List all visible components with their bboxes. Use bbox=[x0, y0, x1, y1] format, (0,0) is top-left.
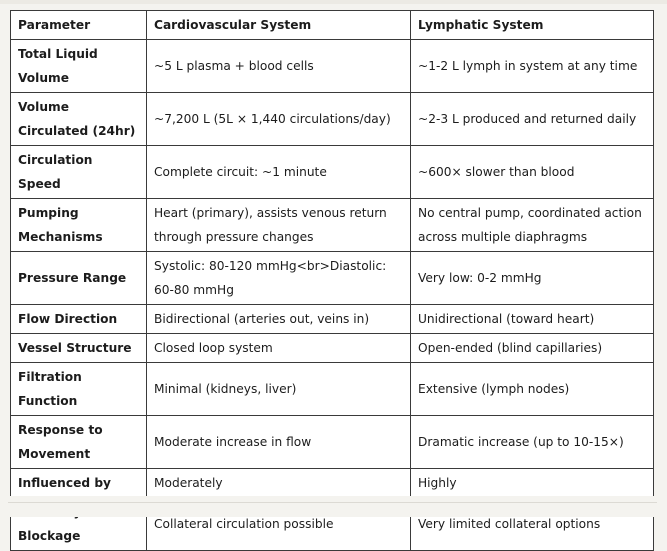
table-row bbox=[11, 363, 654, 416]
row-lymph-value: ~600× slower than blood bbox=[411, 146, 654, 199]
row-parameter: Influenced by bbox=[11, 469, 147, 498]
table-row bbox=[11, 93, 654, 146]
row-lymph-value: ~1-2 L lymph in system at any time bbox=[411, 40, 654, 93]
header-cardiovascular: Cardiovascular System bbox=[147, 11, 411, 40]
table-row bbox=[11, 334, 654, 363]
table-row bbox=[11, 252, 654, 305]
row-lymph-value: Open-ended (blind capillaries) bbox=[411, 334, 654, 363]
table-row bbox=[11, 199, 654, 252]
row-lymph-value: Very limited collateral options bbox=[411, 498, 654, 551]
row-cardio-value: Minimal (kidneys, liver) bbox=[147, 363, 411, 416]
row-lymph-value: Very low: 0-2 mmHg bbox=[411, 252, 654, 305]
row-cardio-value: ~5 L plasma + blood cells bbox=[147, 40, 411, 93]
row-parameter: Vessel Structure bbox=[11, 334, 147, 363]
row-parameter: Response to Movement bbox=[11, 416, 147, 469]
row-cardio-value: Heart (primary), assists venous return through pressure changes bbox=[147, 199, 411, 252]
bottom-divider bbox=[8, 502, 657, 503]
header-lymphatic: Lymphatic System bbox=[411, 11, 654, 40]
row-cardio-value: Systolic: 80-120 mmHg<br>Diastolic: 60-80 mmHg bbox=[147, 252, 411, 305]
comparison-table bbox=[10, 10, 654, 551]
row-cardio-value: Moderate increase in flow bbox=[147, 416, 411, 469]
row-parameter: Blockage bbox=[11, 498, 147, 551]
table-header-row bbox=[11, 11, 654, 40]
row-parameter: Circulation Speed bbox=[11, 146, 147, 199]
row-lymph-value: Dramatic increase (up to 10-15×) bbox=[411, 416, 654, 469]
row-parameter: Total Liquid Volume bbox=[11, 40, 147, 93]
table-row bbox=[11, 40, 654, 93]
row-parameter: Flow Direction bbox=[11, 305, 147, 334]
table-row bbox=[11, 146, 654, 199]
row-parameter: Filtration Function bbox=[11, 363, 147, 416]
row-cardio-value: Moderately bbox=[147, 469, 411, 498]
row-lymph-value: Unidirectional (toward heart) bbox=[411, 305, 654, 334]
row-parameter: Pumping Mechanisms bbox=[11, 199, 147, 252]
clipped-heading-area bbox=[0, 0, 667, 4]
row-lymph-value: Highly bbox=[411, 469, 654, 498]
row-cardio-value: Closed loop system bbox=[147, 334, 411, 363]
row-cardio-value: ~7,200 L (5L × 1,440 circulations/day) bbox=[147, 93, 411, 146]
header-parameter: Parameter bbox=[11, 11, 147, 40]
row-lymph-value: No central pump, coordinated action across multiple diaphragms bbox=[411, 199, 654, 252]
row-parameter: Pressure Range bbox=[11, 252, 147, 305]
table-row bbox=[11, 469, 654, 498]
table-row bbox=[11, 305, 654, 334]
row-cardio-value: Collateral circulation possible bbox=[147, 498, 411, 551]
row-lymph-value: ~2-3 L produced and returned daily bbox=[411, 93, 654, 146]
table-row bbox=[11, 416, 654, 469]
row-lymph-value: Extensive (lymph nodes) bbox=[411, 363, 654, 416]
row-cardio-value: Complete circuit: ~1 minute bbox=[147, 146, 411, 199]
row-parameter: Volume Circulated (24hr) bbox=[11, 93, 147, 146]
bottom-strip bbox=[0, 496, 667, 517]
row-cardio-value: Bidirectional (arteries out, veins in) bbox=[147, 305, 411, 334]
